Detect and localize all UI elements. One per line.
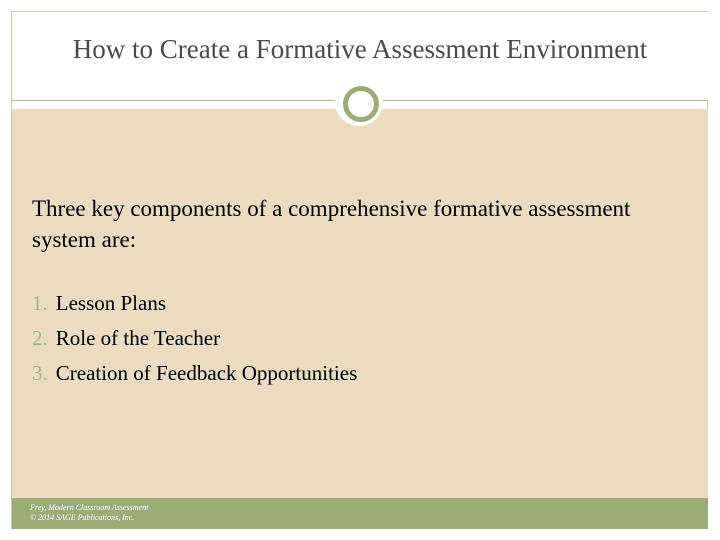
list-item — [32, 356, 672, 391]
intro-text: Three key components of a comprehensive formative assessment system are: — [32, 196, 631, 252]
footer-citation — [30, 503, 148, 523]
slide-title: How to Create a Formative Assessment Environment — [72, 34, 648, 64]
components-list — [32, 286, 672, 391]
footer-line-1: Frey, Modern Classroom Assessment — [30, 503, 149, 512]
list-item — [32, 321, 672, 356]
footer-band — [12, 498, 708, 529]
list-item-text: Lesson Plans — [55, 291, 166, 315]
list-item-text: Creation of Feedback Opportunities — [55, 361, 358, 385]
list-number: 2. — [32, 326, 48, 350]
list-number: 1. — [32, 291, 48, 315]
footer-line-2: © 2014 SAGE Publications, Inc. — [30, 513, 135, 522]
list-item-text: Role of the Teacher — [55, 326, 221, 350]
list-number: 3. — [32, 361, 48, 385]
list-item — [32, 286, 672, 321]
circle-ornament-icon — [335, 78, 383, 126]
